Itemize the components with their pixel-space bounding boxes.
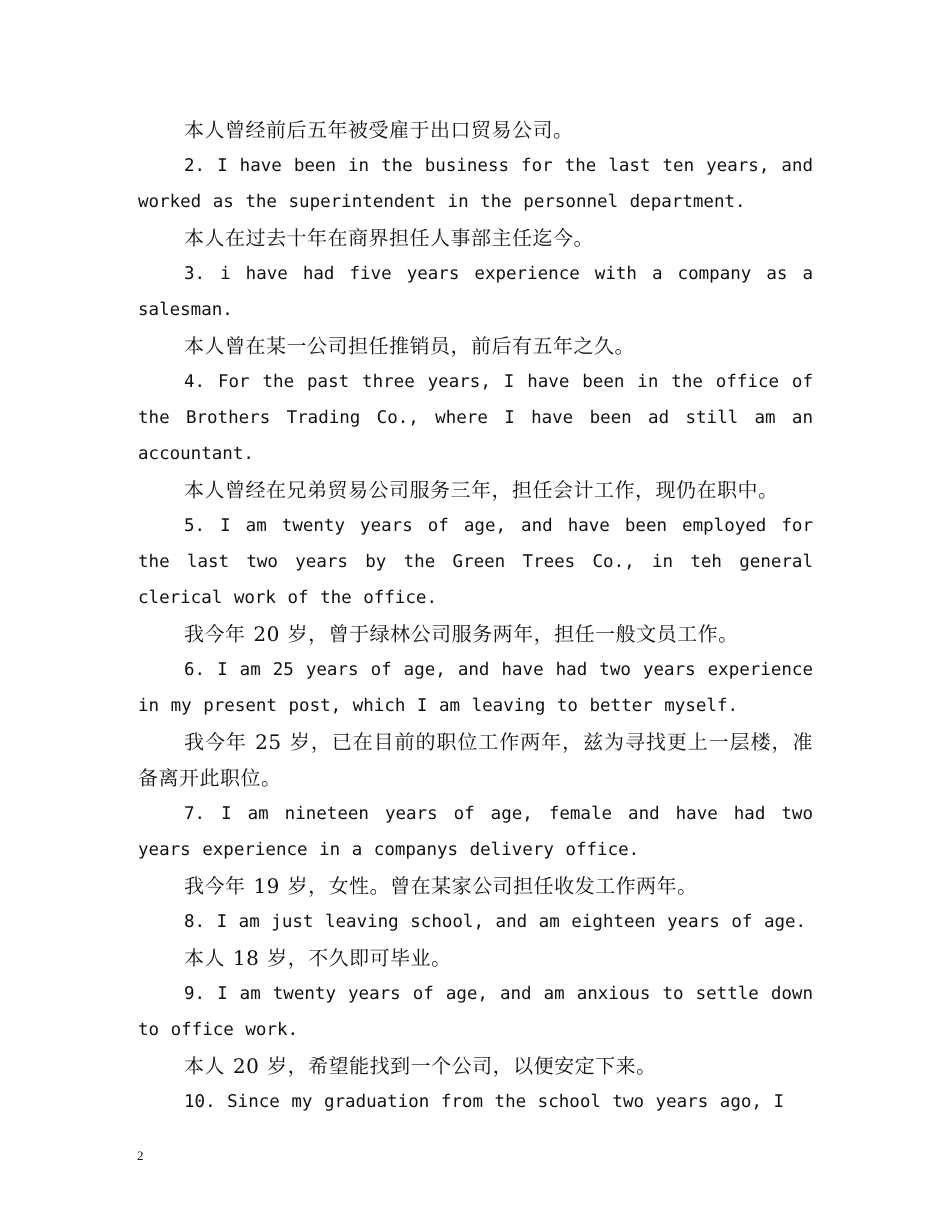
paragraph-13: 我今年 19 岁，女性。曾在某家公司担任收发工作两年。 (184, 874, 698, 898)
paragraph-4: 3. i have had five years experience with a company as a salesman. (138, 264, 813, 320)
page-number: 2 (137, 1148, 144, 1163)
paragraph-11: 我今年 25 岁，已在目前的职位工作两年，兹为寻找更上一层楼，准备离开此职位。 (138, 730, 813, 790)
paragraph-14: 8. I am just leaving school, and am eighteen years of age. (184, 912, 807, 932)
paragraph-1: 本人曾经前后五年被受雇于出口贸易公司。 (184, 118, 574, 142)
paragraph-9: 我今年 20 岁，曾于绿林公司服务两年，担任一般文员工作。 (184, 622, 739, 646)
paragraph-5: 本人曾在某一公司担任推销员，前后有五年之久。 (184, 334, 635, 358)
paragraph-10: 6. I am 25 years of age, and have had two years experience in my present post, which I am leaving to better myself. (138, 660, 813, 716)
paragraph-6: 4. For the past three years, I have been in the office of the Brothers Trading Co., where I have been ad still am an accountant. (138, 372, 813, 464)
paragraph-15: 本人 18 岁，不久即可毕业。 (184, 946, 452, 970)
paragraph-8: 5. I am twenty years of age, and have been employed for the last two years by the Green Trees Co., in teh general clerical work of the office. (138, 516, 813, 608)
paragraph-7: 本人曾经在兄弟贸易公司服务三年，担任会计工作，现仍在职中。 (184, 478, 779, 502)
paragraph-12: 7. I am nineteen years of age, female and have had two years experience in a companys delivery office. (138, 804, 813, 860)
paragraph-3: 本人在过去十年在商界担任人事部主任迄今。 (184, 226, 594, 250)
paragraph-2: 2. I have been in the business for the last ten years, and worked as the superintendent in the personnel department. (138, 156, 813, 212)
document-body (138, 112, 813, 1120)
paragraph-16: 9. I am twenty years of age, and am anxious to settle down to office work. (138, 984, 813, 1040)
paragraph-18: 10. Since my graduation from the school two years ago, I (184, 1092, 785, 1112)
paragraph-17: 本人 20 岁，希望能找到一个公司，以便安定下来。 (184, 1054, 657, 1078)
